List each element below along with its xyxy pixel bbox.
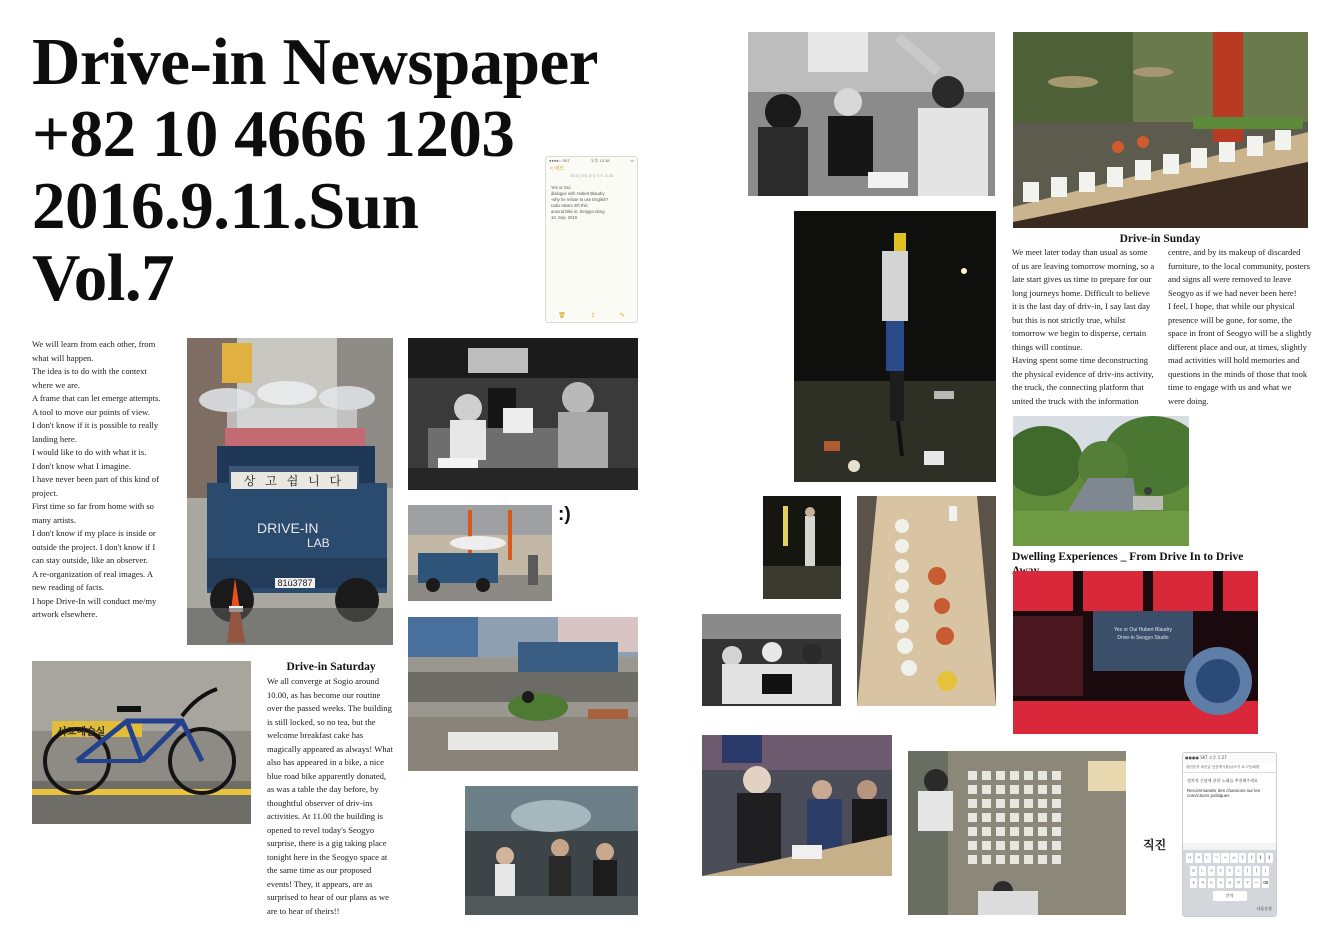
key[interactable]: ㅕ — [1239, 853, 1246, 863]
key[interactable]: ㅅ — [1221, 853, 1228, 863]
license-plate: 81ü3787 — [275, 578, 315, 588]
studio-bw-photo — [408, 338, 638, 490]
issue-date: 2016.9.11.Sun — [32, 169, 419, 243]
phone-status-time: 오후 10:38 — [590, 158, 610, 163]
next-sentence-button[interactable]: 다음문장 — [1256, 906, 1272, 911]
key[interactable]: ㅊ — [1217, 878, 1225, 888]
conversation-table-photo — [702, 735, 892, 876]
sunday-column-2: centre, and by its makeup of discarded furniture, to the local community, posters and signs all were removed to leave Seogyo as if we had never been here! I feel, I hope, that while our physical presence will be gone, for some, the space in front of Seogyo will be a slightly different place and our, at times, slightly mad activities will hold memories and questions in the minds of those that took time to engage with us and what we were doing. — [1168, 247, 1312, 406]
key[interactable]: ㅂ — [1186, 853, 1193, 863]
key[interactable]: ㅜ — [1244, 878, 1252, 888]
tea-table-photo — [1013, 32, 1308, 228]
key[interactable]: ㄹ — [1217, 866, 1225, 876]
translator-phone-screenshot — [1182, 752, 1277, 917]
space-key[interactable]: 간격 — [1213, 891, 1247, 901]
key[interactable]: ㅗ — [1235, 866, 1243, 876]
night-tower-photo — [794, 211, 996, 482]
key[interactable]: ㅎ — [1226, 866, 1234, 876]
key[interactable]: ㅑ — [1248, 853, 1255, 863]
smiley-glyph: :) — [558, 504, 571, 525]
group-bw-photo — [748, 32, 995, 196]
bike-sign-text: 서교예술실 — [57, 727, 106, 738]
sunday-column-1: We meet later today than usual as some of us are leaving tomorrow morning, so a late start gives us time to prepare for our long journeys home. Difficult to believe it is the last day of driv-in, I say last day but this is not strictly true, whilst tomorrow we begin to disperse, certain things will continue. Having spent some time deconstructing the physical evidence of driv-ins activity, the truck, the connecting platform that united the truck with the information — [1012, 247, 1155, 406]
share-icon[interactable]: ⇪ — [590, 313, 596, 319]
key[interactable]: ㅐ — [1257, 853, 1264, 863]
truck-street-photo — [408, 505, 552, 601]
shift-key[interactable]: ⇧ — [1190, 878, 1198, 888]
key[interactable]: ㄱ — [1213, 853, 1220, 863]
note-body: Yes or Oui dialogue with Hubert Blaudry -why he refuse to use English? radio steam 4th this around bike in, Seogyo-dong 10, Sep. 2016 — [551, 185, 609, 220]
stage-screen-text-1: Yes or Oui Hubert Blaudry — [1114, 627, 1172, 633]
phone-tabs[interactable]: 관련문서 최신글 인증게시판/글쓰기 로그인/회원 — [1183, 763, 1276, 773]
table-group-photo — [702, 614, 841, 706]
truck-photo — [187, 338, 393, 645]
key[interactable]: ㅓ — [1244, 866, 1252, 876]
cups-floor-photo — [908, 751, 1126, 915]
saturday-title: Drive-in Saturday — [286, 661, 376, 673]
tent-meadow-photo — [1013, 416, 1189, 546]
korean-text: 정치적 신념에 관한 노래를 추천해주세요 — [1187, 778, 1258, 783]
key[interactable]: ㅁ — [1190, 866, 1198, 876]
phone-status-carrier: ●●●●○ SKT — [549, 158, 570, 163]
truck-door-text-lab: LAB — [307, 536, 330, 550]
edit-icon[interactable]: ✎ — [619, 313, 625, 319]
snack-table-photo — [857, 496, 996, 706]
intro-poem: We will learn from each other, from what will happen. The idea is to do with the context where we are. A frame that can let emerge attempts. A tool to move our points of view. I don't know if it is possible to really landing here. I would like to do with what it is. I don't know what I imagine. I have never been part of this kind of project. First time so far from home with so many artists. I don't know if my place is inside or outside the project. I don't know if I can stay outside, like an observer. A re-organization of real images. A new reading of facts. I hope Drive-In will conduct me/my artwork elsewhere. — [32, 339, 161, 619]
saturday-body: We all converge at Sogio around 10.00, as has become our routine over the passed weeks. The building is still locked, so no tea, but the welcome breakfast cake has magically appeared as always! What also has appeared in a bike, a nice blue road bike apparently donated, as was a table the day before, by thoughtful observer of driv-ins activities. At 11.00 the building is opened to revel today's Seogyo surprise, there is a gig taking place tonight here in the Seogyo space at the same time as our proposed events! They, it appears, are as surprised to hear of our plans as we are to hear of theirs!! — [267, 676, 393, 916]
phone-number: +82 10 4666 1203 — [32, 97, 515, 171]
keyboard-row-3 — [1186, 878, 1273, 888]
key[interactable]: ㄴ — [1199, 866, 1207, 876]
translation-body — [1183, 773, 1276, 843]
truck-sign: 상 고 쉼 니 다 — [231, 472, 357, 489]
night-figure-photo — [763, 496, 841, 599]
key[interactable]: ㅌ — [1208, 878, 1216, 888]
jikjin-label: 직진 — [1143, 838, 1167, 852]
truck-door-text: DRIVE-IN — [257, 520, 319, 536]
korean-keyboard[interactable] — [1183, 850, 1276, 916]
french-text: Recommander des chansons sur les convictions politiques — [1187, 787, 1261, 798]
red-stage-photo — [1013, 571, 1258, 734]
key[interactable]: ㅛ — [1230, 853, 1237, 863]
key[interactable]: ㅡ — [1253, 878, 1261, 888]
key[interactable]: ㅈ — [1195, 853, 1202, 863]
phone-status-bar: ●●●● SKT 오후 1:27 — [1183, 753, 1276, 763]
battery-icon: ▭ — [630, 158, 634, 163]
bike-photo — [32, 661, 251, 824]
keyboard-row-2 — [1186, 866, 1273, 876]
newspaper-title: Drive-in Newspaper — [32, 25, 598, 99]
key[interactable]: ㅋ — [1199, 878, 1207, 888]
street-truck-plants-photo — [408, 617, 638, 771]
key[interactable]: ㅔ — [1266, 853, 1273, 863]
keyboard-row-4 — [1186, 891, 1273, 901]
key[interactable]: ㅇ — [1208, 866, 1216, 876]
stage-screen-text-2: Drive-in Seogyo Studio — [1117, 635, 1169, 641]
key[interactable]: ㄷ — [1204, 853, 1211, 863]
key[interactable]: ㅣ — [1262, 866, 1270, 876]
crowd-photo — [465, 786, 638, 915]
key[interactable]: ㅍ — [1226, 878, 1234, 888]
backspace-key[interactable]: ⌫ — [1262, 878, 1270, 888]
key[interactable]: ㅏ — [1253, 866, 1261, 876]
trash-icon[interactable]: 🗑 — [558, 313, 566, 319]
volume-number: Vol.7 — [32, 241, 175, 315]
notes-back-link[interactable]: < 메모 — [550, 166, 564, 172]
keyboard-row-1 — [1186, 853, 1273, 863]
dwelling-title: Dwelling Experiences _ From Drive In to Drive — [1012, 551, 1244, 563]
note-date: 2016년 9월 10일 오후 10:38 — [569, 174, 614, 178]
key[interactable]: ㅠ — [1235, 878, 1243, 888]
phone-note-screenshot — [545, 156, 638, 323]
sunday-title: Drive-in Sunday — [1119, 233, 1201, 245]
